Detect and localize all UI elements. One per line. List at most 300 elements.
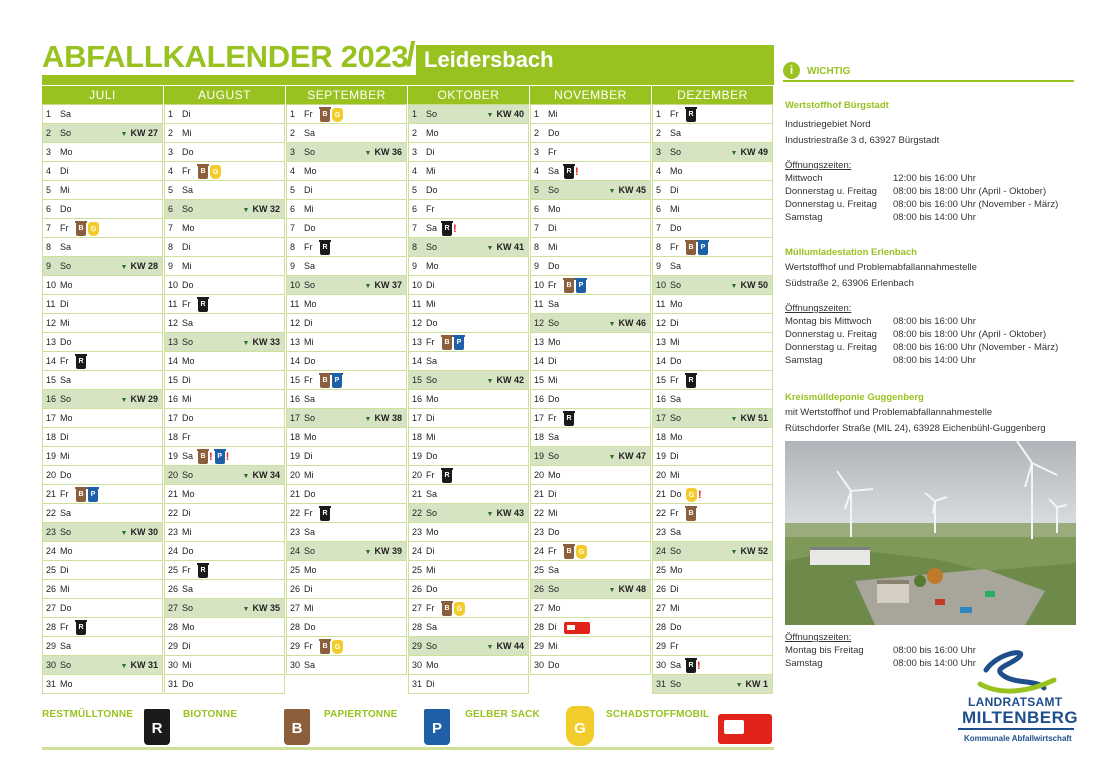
weekday: Mo (304, 432, 317, 442)
weekday: Di (670, 318, 679, 328)
hazmat-truck-icon (718, 714, 772, 744)
day-row (42, 523, 163, 542)
day-row (164, 485, 285, 504)
day-number: 20 (412, 470, 423, 480)
day-row (42, 105, 163, 124)
week-label: KW 43 (496, 508, 524, 518)
week-number (365, 409, 402, 429)
day-row (530, 466, 651, 485)
day-row (530, 409, 651, 428)
weekday: Sa (60, 109, 72, 119)
weekday: Mo (548, 204, 561, 214)
bio-bin-icon: B (686, 507, 696, 521)
day-row (408, 200, 529, 219)
week-label: KW 37 (374, 280, 402, 290)
weekday: Do (670, 223, 682, 233)
day-number: 23 (412, 527, 423, 537)
day-number: 11 (412, 299, 422, 309)
week-label: KW 46 (618, 318, 646, 328)
day-row (530, 390, 651, 409)
weekday: Mo (304, 565, 317, 575)
restmuell-bin-icon: R (320, 241, 330, 255)
triangle-down-icon: ▼ (364, 549, 372, 556)
triangle-down-icon: ▼ (730, 549, 738, 556)
papier-bin-icon: P (698, 241, 708, 255)
weekday: Fr (426, 603, 435, 613)
restmuell-bin-icon: R (686, 374, 696, 388)
pickup-icons (442, 335, 464, 350)
week-label: KW 39 (374, 546, 402, 556)
hours-row (785, 172, 1077, 185)
day-row (530, 542, 651, 561)
landratsamt-logo (958, 650, 1079, 750)
day-number: 30 (412, 660, 423, 670)
weekday: Do (670, 489, 682, 499)
hours-days: Samstag (785, 658, 823, 669)
weekday: Di (60, 565, 69, 575)
day-number: 2 (534, 128, 540, 138)
day-number: 25 (656, 565, 667, 575)
triangle-down-icon: ▼ (364, 283, 372, 290)
hours-time: 08:00 bis 16:00 Uhr (November - März) (893, 342, 1059, 353)
opening-hours-table (785, 172, 1077, 224)
day-number: 3 (168, 147, 174, 157)
week-number (121, 390, 158, 410)
weekday: Sa (548, 432, 560, 442)
triangle-down-icon: ▼ (242, 207, 250, 214)
day-number: 22 (46, 508, 57, 518)
triangle-down-icon: ▼ (608, 587, 616, 594)
weekday: Sa (426, 489, 438, 499)
restmuell-bin-icon: R (442, 222, 452, 236)
day-row (652, 485, 773, 504)
bio-bin-icon: B (442, 336, 452, 350)
day-row (164, 428, 285, 447)
weekday: Di (670, 584, 679, 594)
weekday: So (670, 679, 682, 689)
date-change-icon: ! (225, 450, 230, 463)
day-number: 2 (46, 128, 52, 138)
day-row (530, 656, 651, 675)
week-label: KW 51 (740, 413, 768, 423)
pickup-icons (686, 107, 696, 122)
weekday: Mi (426, 299, 436, 309)
address-line: Wertstoffhof und Problemabfallannahmestelle (785, 262, 977, 273)
weekday: Di (670, 451, 679, 461)
day-row (164, 162, 285, 181)
address-line: Südstraße 2, 63906 Erlenbach (785, 278, 914, 289)
restmuell-bin-icon: R (686, 108, 696, 122)
day-row (530, 371, 651, 390)
day-number: 10 (290, 280, 301, 290)
day-number: 2 (168, 128, 174, 138)
day-row (530, 333, 651, 352)
day-number: 28 (656, 622, 667, 632)
weekday: Mi (60, 451, 70, 461)
day-number: 13 (656, 337, 667, 347)
weekday: Mi (548, 641, 558, 651)
weekday: Mi (670, 470, 680, 480)
weekday: Fr (60, 223, 69, 233)
day-number: 16 (290, 394, 301, 404)
day-number: 2 (656, 128, 662, 138)
day-row (164, 200, 285, 219)
day-row (408, 124, 529, 143)
week-number (243, 466, 280, 486)
day-row (164, 599, 285, 618)
day-row (530, 295, 651, 314)
day-number: 6 (46, 204, 52, 214)
day-row (164, 219, 285, 238)
day-row (652, 618, 773, 637)
day-row (530, 162, 651, 181)
triangle-down-icon: ▼ (608, 321, 616, 328)
weekday: Fr (670, 375, 679, 385)
day-row (652, 637, 773, 656)
week-number (731, 542, 768, 562)
hours-row (785, 341, 1077, 354)
restmuell-bin-icon: R (76, 621, 86, 635)
pickup-icons (442, 468, 452, 483)
day-row (286, 409, 407, 428)
week-label: KW 32 (252, 204, 280, 214)
day-row (42, 618, 163, 637)
day-row (42, 580, 163, 599)
day-number: 18 (412, 432, 423, 442)
day-row (286, 466, 407, 485)
weekday: Do (60, 470, 72, 480)
weekday: Di (60, 299, 69, 309)
weekday: So (548, 185, 560, 195)
day-number: 27 (656, 603, 667, 613)
day-number: 10 (412, 280, 423, 290)
day-number: 31 (656, 679, 667, 689)
day-number: 17 (412, 413, 423, 423)
day-row (286, 371, 407, 390)
month-header: AUGUST (164, 86, 285, 104)
hours-row (785, 211, 1077, 224)
day-number: 19 (412, 451, 423, 461)
weekday: Di (426, 679, 435, 689)
weekday: Sa (548, 166, 560, 176)
weekday: Fr (304, 375, 313, 385)
weekday: Mi (182, 261, 192, 271)
section-guggenberg (785, 392, 1077, 437)
header-rule (42, 75, 774, 85)
day-number: 4 (412, 166, 418, 176)
weekday: Mi (60, 318, 70, 328)
weekday: Mi (670, 603, 680, 613)
day-number: 2 (412, 128, 418, 138)
day-number: 19 (46, 451, 57, 461)
week-number (243, 200, 280, 220)
bio-bin-icon: B (564, 545, 574, 559)
day-row (530, 618, 651, 637)
month-header: JULI (42, 86, 163, 104)
day-row (530, 637, 651, 656)
day-row (652, 580, 773, 599)
pickup-icons (564, 411, 574, 426)
day-number: 9 (534, 261, 540, 271)
landfill-photo (785, 441, 1076, 625)
hours-days: Donnerstag u. Freitag (785, 329, 877, 340)
yellow-sack-icon: G (88, 222, 99, 236)
triangle-down-icon: ▼ (730, 416, 738, 423)
weekday: So (60, 261, 72, 271)
weekday: Do (60, 204, 72, 214)
weekday: So (426, 109, 438, 119)
papier-bin-icon: P (454, 336, 464, 350)
weekday: Di (304, 584, 313, 594)
day-number: 10 (534, 280, 545, 290)
day-number: 29 (168, 641, 179, 651)
day-row (408, 618, 529, 637)
day-row (42, 504, 163, 523)
week-number (609, 314, 646, 334)
weekday: Mo (182, 489, 195, 499)
hours-time: 12:00 bis 16:00 Uhr (893, 173, 976, 184)
papier-bin-icon: P (215, 450, 225, 464)
day-row (408, 238, 529, 257)
week-number (731, 409, 768, 429)
day-number: 17 (656, 413, 667, 423)
hours-time: 08:00 bis 14:00 Uhr (893, 658, 976, 669)
week-label: KW 40 (496, 109, 524, 119)
day-row (652, 447, 773, 466)
day-number: 26 (46, 584, 57, 594)
day-row (42, 675, 163, 694)
day-row (164, 637, 285, 656)
bio-bin-icon: B (320, 640, 330, 654)
day-number: 5 (534, 185, 540, 195)
weekday: Fr (304, 641, 313, 651)
pickup-icons (686, 373, 696, 388)
weekday: Sa (670, 128, 682, 138)
yellow-sack-icon: G (566, 706, 594, 746)
day-row (408, 637, 529, 656)
weekday: Mi (426, 565, 436, 575)
day-number: 18 (168, 432, 179, 442)
day-row (286, 561, 407, 580)
weekday: Sa (60, 508, 72, 518)
section-buergstadt (785, 100, 1077, 224)
weekday: Fr (670, 242, 679, 252)
day-row (164, 618, 285, 637)
week-number (487, 238, 524, 258)
day-number: 5 (168, 185, 174, 195)
weekday: Mi (548, 242, 558, 252)
hours-row (785, 315, 1077, 328)
day-list (530, 104, 651, 675)
day-row (530, 352, 651, 371)
pickup-icons (198, 297, 208, 312)
yellow-sack-icon: G (332, 108, 343, 122)
month-september (286, 86, 407, 675)
week-number (487, 637, 524, 657)
triangle-down-icon: ▼ (486, 644, 494, 651)
day-row (286, 257, 407, 276)
day-row (286, 105, 407, 124)
triangle-down-icon: ▼ (242, 340, 250, 347)
day-row (164, 542, 285, 561)
day-number: 30 (656, 660, 667, 670)
weekday: Di (548, 622, 557, 632)
day-number: 15 (168, 375, 179, 385)
papier-bin-icon: P (576, 279, 586, 293)
weekday: Mo (60, 280, 73, 290)
weekday: Di (304, 185, 313, 195)
day-number: 19 (168, 451, 179, 461)
day-row (652, 314, 773, 333)
day-number: 28 (412, 622, 423, 632)
day-row (286, 504, 407, 523)
triangle-down-icon: ▼ (242, 606, 250, 613)
day-row (530, 523, 651, 542)
day-row (652, 542, 773, 561)
weekday: Fr (304, 508, 313, 518)
day-number: 20 (46, 470, 57, 480)
legend-rule (42, 747, 774, 750)
restmuell-bin-icon: R (686, 659, 696, 673)
day-row (164, 143, 285, 162)
logo-line-1: LANDRATSAMT (968, 695, 1063, 709)
day-row (652, 295, 773, 314)
section-erlenbach (785, 247, 1077, 367)
yellow-sack-icon: G (454, 602, 465, 616)
day-row (286, 276, 407, 295)
day-row (286, 181, 407, 200)
day-number: 16 (656, 394, 667, 404)
day-number: 6 (168, 204, 174, 214)
day-number: 31 (168, 679, 179, 689)
week-number (487, 105, 524, 125)
week-number (365, 276, 402, 296)
weekday: Do (426, 318, 438, 328)
week-number (121, 523, 158, 543)
day-row (42, 200, 163, 219)
calendar-title: ABFALLKALENDER 2023 (42, 39, 409, 74)
day-number: 1 (412, 109, 418, 119)
pickup-icons (442, 601, 465, 616)
day-row (652, 675, 773, 694)
day-row (652, 428, 773, 447)
yellow-sack-icon: G (686, 488, 697, 502)
week-label: KW 41 (496, 242, 524, 252)
week-number (487, 504, 524, 524)
weekday: Mi (548, 375, 558, 385)
date-change-icon: ! (453, 222, 457, 235)
hours-days: Montag bis Freitag (785, 645, 864, 656)
day-number: 23 (290, 527, 301, 537)
weekday: Sa (60, 641, 72, 651)
weekday: Di (426, 280, 435, 290)
day-number: 12 (46, 318, 57, 328)
day-row (652, 238, 773, 257)
day-number: 20 (534, 470, 545, 480)
weekday: Mo (670, 299, 683, 309)
weekday: Do (182, 413, 194, 423)
weekday: So (670, 546, 682, 556)
day-number: 26 (412, 584, 423, 594)
week-number (121, 124, 158, 144)
month-juli (42, 86, 163, 694)
day-number: 31 (46, 679, 57, 689)
day-row (42, 447, 163, 466)
week-label: KW 33 (252, 337, 280, 347)
day-row (42, 333, 163, 352)
day-row (652, 257, 773, 276)
day-row (530, 200, 651, 219)
hours-row (785, 328, 1077, 341)
weekday: Mi (304, 470, 314, 480)
day-row (408, 390, 529, 409)
day-row (164, 561, 285, 580)
day-number: 21 (656, 489, 667, 499)
day-row (164, 276, 285, 295)
week-number (243, 333, 280, 353)
info-heading: WICHTIG (807, 66, 851, 77)
day-number: 24 (46, 546, 57, 556)
day-number: 3 (412, 147, 418, 157)
day-row (42, 542, 163, 561)
day-row (42, 352, 163, 371)
address-line: Industriegebiet Nord (785, 119, 871, 130)
day-number: 13 (412, 337, 423, 347)
day-row (530, 238, 651, 257)
bio-bin-icon: B (320, 374, 330, 388)
week-label: KW 45 (618, 185, 646, 195)
day-number: 20 (168, 470, 179, 480)
week-label: KW 38 (374, 413, 402, 423)
day-row (164, 523, 285, 542)
day-number: 3 (290, 147, 296, 157)
week-label: KW 50 (740, 280, 768, 290)
day-row (652, 656, 773, 675)
weekday: Do (670, 356, 682, 366)
day-number: 11 (656, 299, 666, 309)
day-number: 14 (412, 356, 423, 366)
day-number: 5 (46, 185, 52, 195)
week-label: KW 48 (618, 584, 646, 594)
triangle-down-icon: ▼ (608, 188, 616, 195)
title-slash: / (406, 36, 416, 74)
week-number (487, 371, 524, 391)
day-row (408, 504, 529, 523)
day-row (164, 675, 285, 694)
pickup-icons (198, 164, 221, 179)
day-row (286, 219, 407, 238)
day-number: 19 (534, 451, 545, 461)
restmuell-bin-icon: R (144, 709, 170, 745)
day-row (164, 390, 285, 409)
week-label: KW 28 (130, 261, 158, 271)
pickup-icons (76, 354, 86, 369)
day-row (652, 409, 773, 428)
day-number: 14 (290, 356, 301, 366)
weekday: Sa (548, 565, 560, 575)
day-list (408, 104, 529, 694)
legend-schadstoff-label: SCHADSTOFFMOBIL (606, 709, 710, 720)
day-number: 3 (46, 147, 52, 157)
bio-bin-icon: B (198, 450, 208, 464)
weekday: Sa (670, 527, 682, 537)
weekday: Fr (548, 280, 557, 290)
weekday: Di (426, 546, 435, 556)
day-row (530, 580, 651, 599)
weekday: Sa (304, 261, 316, 271)
weekday: So (182, 470, 194, 480)
day-number: 21 (46, 489, 57, 499)
